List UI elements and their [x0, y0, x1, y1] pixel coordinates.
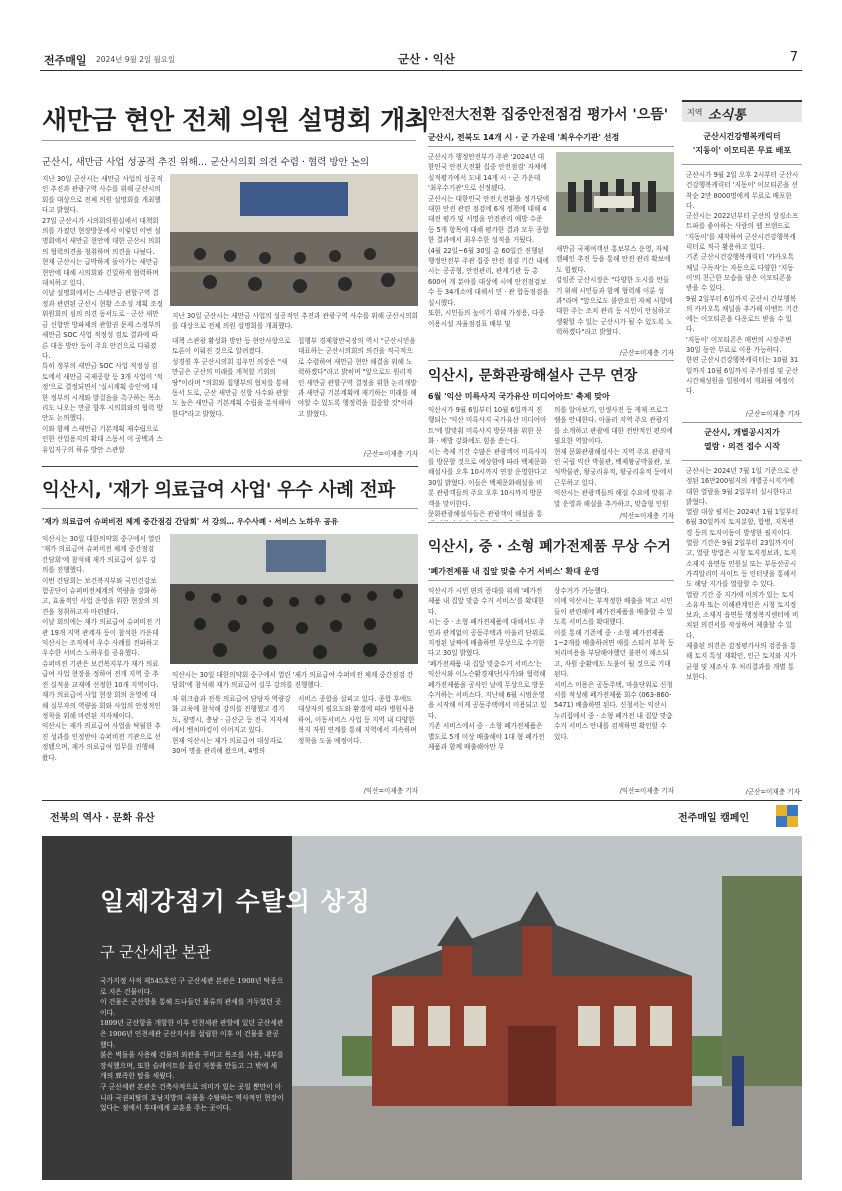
main-photo [170, 174, 418, 306]
main-body-col2 [172, 336, 292, 460]
medical-body-col1 [42, 534, 162, 796]
article-text: 국가지정 사적 제545호인 구 군산세관 본관은 1908년 탁종으로 지은 건물이다. 이 건물은 군산항을 통해 드나들던 물류의 관세를 거두었던 곳이다. 1899년 군산항을 개항한 이후 인천세관 관할에 있던 군산세관은 1906년 인천세관 군산지사를 설립한 이후 이 건물을 완공했다. 붉은 벽돌을 사용해 건물의 외관을 꾸미고 목조를 사용, 내부를 장식했으며, 또한 슬레이트를 올린 지붕을 만들고 그 밖에 세 개의 뾰족한 탑을 세웠다. 구 군산세관 본관은 건축사적으로 의미가 있는 곳일 뿐만이 아니라 국권피탈의 호남지방의 곡물을 수탈하는 역사적인 현장이었다는 점에서 후대에게 교훈을 주는 곳이다. [100, 977, 284, 1113]
guide-byline: /익산=이재충 기자 [619, 512, 674, 520]
medical-body-col2 [172, 694, 292, 796]
recycle-byline: /익산=이재충 기자 [619, 787, 674, 795]
sidebar-item-title-line: '지동이' 이모티콘 무료 배포 [692, 146, 792, 155]
safety-headline: 안전大전환 집중안전점검 평가서 '으뜸' [428, 107, 669, 123]
divider [682, 164, 802, 165]
ceremony-image [556, 152, 674, 236]
guide-body-col1 [428, 405, 548, 521]
sidebar-item-2-title [682, 426, 802, 454]
article-text: 군산시가 9월 2일 오후 2시부터 군산시건강행복캐릭터 '지동이' 이모티콘을 선착순 2만 8000명에게 무료로 배포한다. 군산시는 2022년부터 군산의 상징소프트파를 좋아하는 사람의 웹 브랜드로 '지동이'를 제작하여 군산시건강행복캐릭터로 적극 활용하고 있다. 기존 군산시건강행복캐릭터 '카카오톡 채널 구독자'는 자동으로 다양한 '지동이'의 친근한 모습을 담은 이모티콘을 받을 수 있다. 9월 2일부터 6일까지 군산시 간부행복의 카카오톡 채널을 추가해 이벤트 기간에는 이모티콘을 다운로드 받을 수 있다. '지동이' 이모티콘은 매번의 시장주변 30일 동안 무료로 이용 가능하다. 한편 군산시건강행복캐릭터는 10월 31일까지 10월 6일까지 주가점검 및 군산시간체성원을 일원에서 개최될 예정이다. [686, 171, 799, 396]
guide-body-col2 [554, 405, 674, 509]
medical-photo [170, 534, 418, 664]
sidebar-item-1-title [682, 130, 802, 158]
safety-body-col1 [428, 152, 550, 374]
main-byline: /군산=이재충 기자 [363, 450, 418, 458]
feature-series: 전북의 역사 · 문화 유산 [50, 813, 155, 824]
guide-subhead: 6월 '익산 미륵사지 국가유산 미디어아트' 축제 맞아 [428, 392, 610, 401]
divider [682, 422, 802, 423]
lecture-hall-image [170, 534, 418, 664]
medical-photo-caption: 익산시는 30일 대한의약회 중구에서 열린 '제가 의료급여 수퍼비전 체계 중간점검 간담회'에 참석해 재가 의료급여 실무 강의를 진행했다. [172, 671, 414, 689]
sidebar-label-small: 지역 [687, 108, 703, 117]
medical-body-col3 [298, 694, 418, 780]
divider [42, 140, 416, 141]
campaign-logo [776, 805, 798, 827]
article-text: 집행부 경제항만국장의 역시 "군산시민을 대표하는 군산시의회의 의견을 적극적으로 수렴하여 새만금 현안 해결을 위해 노력하겠다"라고 밝히며 "앞으로도 원리적인 새만금 관할구역 결정을 위한 논리개발과 새만금 기본계획에 재기하는 미래를 해야할 수 있도록 행정력을 집중할 것"이라고 밝혔다. [298, 337, 417, 418]
issue-date: 2024년 9월 2일 월요일 [96, 55, 176, 64]
safety-subhead: 군산시, 전북도 14개 시 · 군 가운데 '최우수기관' 선정 [428, 133, 620, 142]
safety-body-col2 [556, 244, 674, 346]
section-name: 군산 · 익산 [398, 52, 455, 66]
meeting-room-image [170, 174, 418, 306]
article-text: 군산시는 2024년 7월 1일 기준으로 산정된 16만200필지의 개별공시지가에 대한 열람을 9월 2일부터 실시한다고 밝혔다. 열람 대상 필지는 2024년 1월 1일부터 6월 30일까지 토지분할, 합병, 지목변경 등의 토지이동이 발생한 필지이다. 열람 기간은 9월 2일부터 23일까지이고, 열람 방법은 시청 토지정보과, 토지소재지 읍면동 민원실 또는 부동산공시가격알리미 사이트 등 인터넷을 통해서도 해당 지가를 열람할 수 있다. 열람 기간 중 지가에 이의가 있는 토지소유자 또는 이해관계인은 시청 토지정보과, 소재지 읍면동 행정복지센터에 비치된 의견서를 작성하여 제출할 수 있다. 제출된 의견은 감정평가사의 검증을 통해 토지 특성 재확인, 인근 토지와 지가 균형 및 재조사 후 처리결과를 개별 통보한다. [686, 467, 799, 681]
safety-photo [556, 152, 674, 236]
main-subhead: 군산시, 새만금 사업 성공적 추진 위해… 군산시의회 의견 수렴 · 협력 방안 논의 [42, 157, 370, 168]
sidebar-item-title-line: 군산시, 개별공시지가 [704, 428, 780, 437]
divider [428, 522, 674, 523]
sidebar-label-big: 소식통 [708, 108, 746, 123]
divider [428, 360, 674, 361]
sidebar-item-title-line: 군산시건강행복캐릭터 [703, 132, 781, 141]
sidebar-item-2-byline: /군산=이재충 기자 [745, 788, 800, 796]
sidebar [682, 100, 802, 800]
feature-title: 일제강점기 수탈의 상징 [100, 887, 371, 916]
page-number: 7 [789, 50, 798, 65]
article-text: 의를 알아보기, 인생사진 등 게재 프로그램을 안내한다. 아울러 지역 주요 관광지를 소개하고 관광에 대한 전반적인 편의에 필요한 역할이다. 현재 문화관광해설사는 지역 주요 관광지인 국립 익산 박물관, 백제왕궁박물관, 보석박물관, 왕궁리유적, 왕궁리유적 등에서 근무하고 있다. 익산시는 관광객들의 해설 수요에 맞춰 주말 운영과 해설을 추가하고, 맞춤형 인원 [554, 406, 673, 508]
main-headline: 새만금 현안 전체 의원 설명회 개최 [42, 106, 430, 136]
article-text: 익산시가 시민 편의 증대를 위해 '폐가전제품 내 집앞 맞춤 수거 서비스'를 확대한다. 시는 중 · 소형 폐가전제품에 대해서도 주민과 관계없이 공동주택과 아울러 단위로 지정된 날짜에 배출하면 무상으로 수거한다고 30일 밝혔다. '폐가전제품 내 집앞 맞춤수거 서비스'는 익산시와 이노슨환경재단(사가)와 협력해 폐가전제품을 공식인 날에 무상으로 방문 수거하는 서비스다. 지난해 6월 시범운영을 시작해 이게 공동주택에서 이용되고 있다. 기존 서비스에서 중 · 소형 폐가전제품은 별도로 5개 이상 배출해야 1대 형 폐가전제품과 함께 배출해야만 무 [428, 587, 547, 752]
recycle-body-col2 [554, 586, 674, 782]
guide-headline: 익산시, 문화관광해설사 근무 연장 [428, 368, 638, 384]
safety-byline: /군산=이재충 기자 [619, 349, 674, 357]
medical-subhead: '재가 의료급여 슈퍼비전 체계 중간점검 간담회' 서 강의… 우수사례 · 서비스 노하우 공유 [42, 517, 339, 526]
article-text: 대책 스관광 활성화 방안 등 현안사항으로 토론이 이뤄진 것으로 알려졌다. 성경원 후 군산시의회 김우민 의장은 "새만금은 군산의 미래를 개척할 기회의 땅"이라며 "의회와 집행부의 협치를 통해 동서 도로, 군산 새만금 신항 사수와 관할도 높은 새만금 기본계획 수립을 분석해야 한다"라고 밝혔다. [172, 337, 291, 418]
divider [428, 146, 674, 147]
divider [42, 466, 418, 467]
feature-campaign: 전주매일 캠페인 [678, 813, 750, 824]
main-photo-caption: 지난 30일 군산시는 새만금 사업의 성공적인 추진과 관광구역 사수를 위해 군산시의회를 대상으로 전체 의원 설명회를 개최했다. [172, 312, 418, 330]
feature-body [100, 976, 284, 1172]
sidebar-item-1-byline: /군산=이재충 기자 [745, 410, 800, 418]
divider [428, 580, 674, 581]
sidebar-item-title-line: 열람 · 의견 접수 시작 [703, 442, 780, 451]
article-text: 군산시가 행정안전부가 주관 '2024년 대한민국 안전大전환 집중 안전점검' 자체에 실적평가에서 도내 14개 시 · 군 가운데 '최우수기관'으로 선정됐다. 군산시는 대한민국 안전大전환을 정가담에 대한 안전 관련 점검에 6개 정책에 대해 4대전 평가 및 서명을 안전관리 예방 수준 등 5개 항목에 대해 평가한 결과 모두 종합한 결과에서 최우수한 성적을 거뒀다. (4월 22일~6월 30일 총 60일간 진행된 행정안전부 주관 집중 안전 점검 기간 내에 시는 공공형, 안전관리, 관계기관 등 총 600여 개 분야를 대상에 시에 안전점검보수 등 34개소에 대해서 민 · 관 합동점검을 실시했다. 또한, 시민들의 높이기 위해 가정용, 다중이용시설 자율점검표 배부 및 [428, 153, 550, 328]
article-text: 익산시가 9월 6일부터 10월 6일까지 진행되는 '익산 미륵사지 국가유산 미디어아트'에 발맞춰 미륵사지 방문객을 위한 문화 · 예방 강화에도 힘을 쏟는다. 시는 축제 기간 수많은 관광객이 미륵사지를 방문할 것으로 예상함에 따라 백제문화해설사를 오후 10시까지 연장 운영한다고 30일 밝혔다. 이들은 백제문화해설을 비롯 관광객들의 주요 오후 10시까지 방문객을 맞이한다. 문화관광해설사들은 관광객이 해설을 통 [428, 406, 547, 519]
divider [682, 460, 802, 461]
article-text: 새만금 국제여객선 홍보부스 운영, 자체 캠페인 추진 등을 통해 안전 관리 확보에도 힘썼다. 강임준 군산시장은 "다양한 도시를 만들기 위해 시민들과 함께 협력해 이룬 성과"라며 "앞으로도 불안요인 자체 시항에 대한 주는 조치 관리 등 시민이 안심하고 생활할 수 있는 군산시가 될 수 있도록 노력하겠다"라고 밝혔다. [556, 245, 673, 337]
recycle-subhead: '폐가전제품 내 집앞 맞춤 수거 서비스' 확대 운영 [428, 567, 600, 576]
sidebar-item-1-body [686, 170, 800, 510]
page-header [40, 49, 802, 71]
article-text: 익산시는 30일 대한의약회 중구에서 열린 '재가 의료급여 슈퍼비전 체계 중간점검 간담회'에 참석해 재가 의료급여 실무 강의를 진행했다. 이번 간담회는 보건복지부와 국민건강보험공단이 슈퍼비전체계의 역량을 강화하고, 효율적인 사업 운영을 위한 현장의 의견을 청취하고자 마련됐다. 이날 회의에는 재가 의료급여 슈퍼비전 기관 19개 지역 관계자 등이 참석한 가운데 익산시는 조직에서 우수 사례를 전파하고 우수한 서비스 노하우를 공유했다. 슈퍼비전 기관은 보건복지부가 재가 의료급여 사업 현장을 정하여 전개 지역 중 추진 실적을 교재에 선정한 10개 지역이다. 재가 의료급여 사업 현장 회의 운영에 대해 실무자의 역량을 회와 사업의 안정적인 정착을 위해 마련된 지자체이다. 익산시는 재가 의료급여 사업을 탁월한 추진 성과를 인정받아 슈퍼비전 기관으로 선정됐으며, 재가 의료급여 업무를 진행해 왔다. [42, 535, 161, 762]
divider [42, 508, 418, 509]
recycle-headline: 익산시, 중 · 소형 폐가전제품 무상 수거 [428, 539, 671, 555]
feature-panel [42, 800, 802, 1180]
article-text: 상수거가 가능했다. 이에 익산시는 부적정한 배출을 막고 시민들이 관련해에 폐가전제품을 배출할 수 있도록 서비스를 확대했다. 이를 통해 기존에 중 · 소형 폐가전제품 1~2개를 배출하려면 애를 스티커 부착 등 처리비용을 부담해야했던 불편이 해소되고, 자원 순환에도 도움이 될 것으로 기대된다. 서비스 이용은 공동주택, 마을단위로 신청서를 작성해 폐가전제품 회수 (063-860-5471) 배출하면 된다. 신청서는 익산시 누리집에서 중 · 소형 폐가전 내 집앞 맞춤수거 서비스 안내를 검색하면 확인할 수 있다. [554, 587, 674, 741]
sidebar-item-2-body [686, 466, 800, 806]
article-text: 지난 30일 군산시는 새만금 사업의 성공적인 추진과 관광구역 사수를 위해 군산시의회를 대상으로 전체 의원 설명회를 개최했다고 밝혔다. 27일 군산시가 시의회의원실에서 대책회의를 가졌던 현장방문에서 이렇던 이번 설명회에서 새만금 현안에 대한 군산시 의회의 협력의견을 청취하며 의견을 나눴다. 현재 군산시는 급박하게 돌아가는 새만금 현안에 대해 시의회와 긴밀하게 협력하며 대처하고 있다. 이날 설명회에서는 스새만금 관할구역 결정과 관련된 군산시 현황 스조성 계획 조정위원회의 심의 의견 동서도로 · 군산 새만금 신항만 방파제의 관할권 문제 스정부의 새만금 SOC 사업 적정성 검토 결과에 따른 대응 방안 등이 주요 안건으로 다뤄졌다. 특히 정부의 새만금 SOC 사업 적정성 검토에서 새만금 국제공항 등 3개 사업이 '적정'으로 결정되면서 '실시계획 승인'에 대한 정부의 시계와 발걸음을 촉구하는 목소리도 나오는 만큼 향후 시의회와의 협력 방안도 논의했다. 이와 함께 스새만금 기본계획 재수립으로 인한 산업용지의 확대 스동서 이 공백과 스유입지구의 하류 방안 스관할 [42, 175, 163, 454]
recycle-body-col1 [428, 586, 548, 786]
article-text: 서비스 종합을 살피고 있다. 종합 후에도 대상자의 필요도와 환경에 따라 병원사용하여, 이동서비스 사업 등 지역 내 다양한 복지 자원 연계를 통해 지역에서 지속하며 정착을 도울 예정이다. [298, 695, 417, 745]
main-body-col3 [298, 336, 418, 448]
article-text: 자 위크숍과 전북 의료급여 담당자 역량강화 교육에 참석해 강의를 진행했고 경기도, 광명시, 충남 · 금산군 등 전국 지자체에서 벤치마킹이 이어지고 있다. 현재 익산시는 재가 의료급여 대상자로 30여 명을 관리해 왔으며, 4명의 [172, 695, 291, 756]
main-body-col1 [42, 174, 164, 460]
medical-byline: /익산=이재충 기자 [363, 787, 418, 795]
paper-name: 전주매일 [44, 54, 87, 67]
sidebar-banner [682, 100, 802, 122]
feature-subtitle: 구 군산세관 본관 [100, 943, 211, 961]
medical-headline: 익산시, '재가 의료급여 사업' 우수 사례 전파 [42, 480, 396, 501]
feature-topbar [42, 800, 802, 836]
